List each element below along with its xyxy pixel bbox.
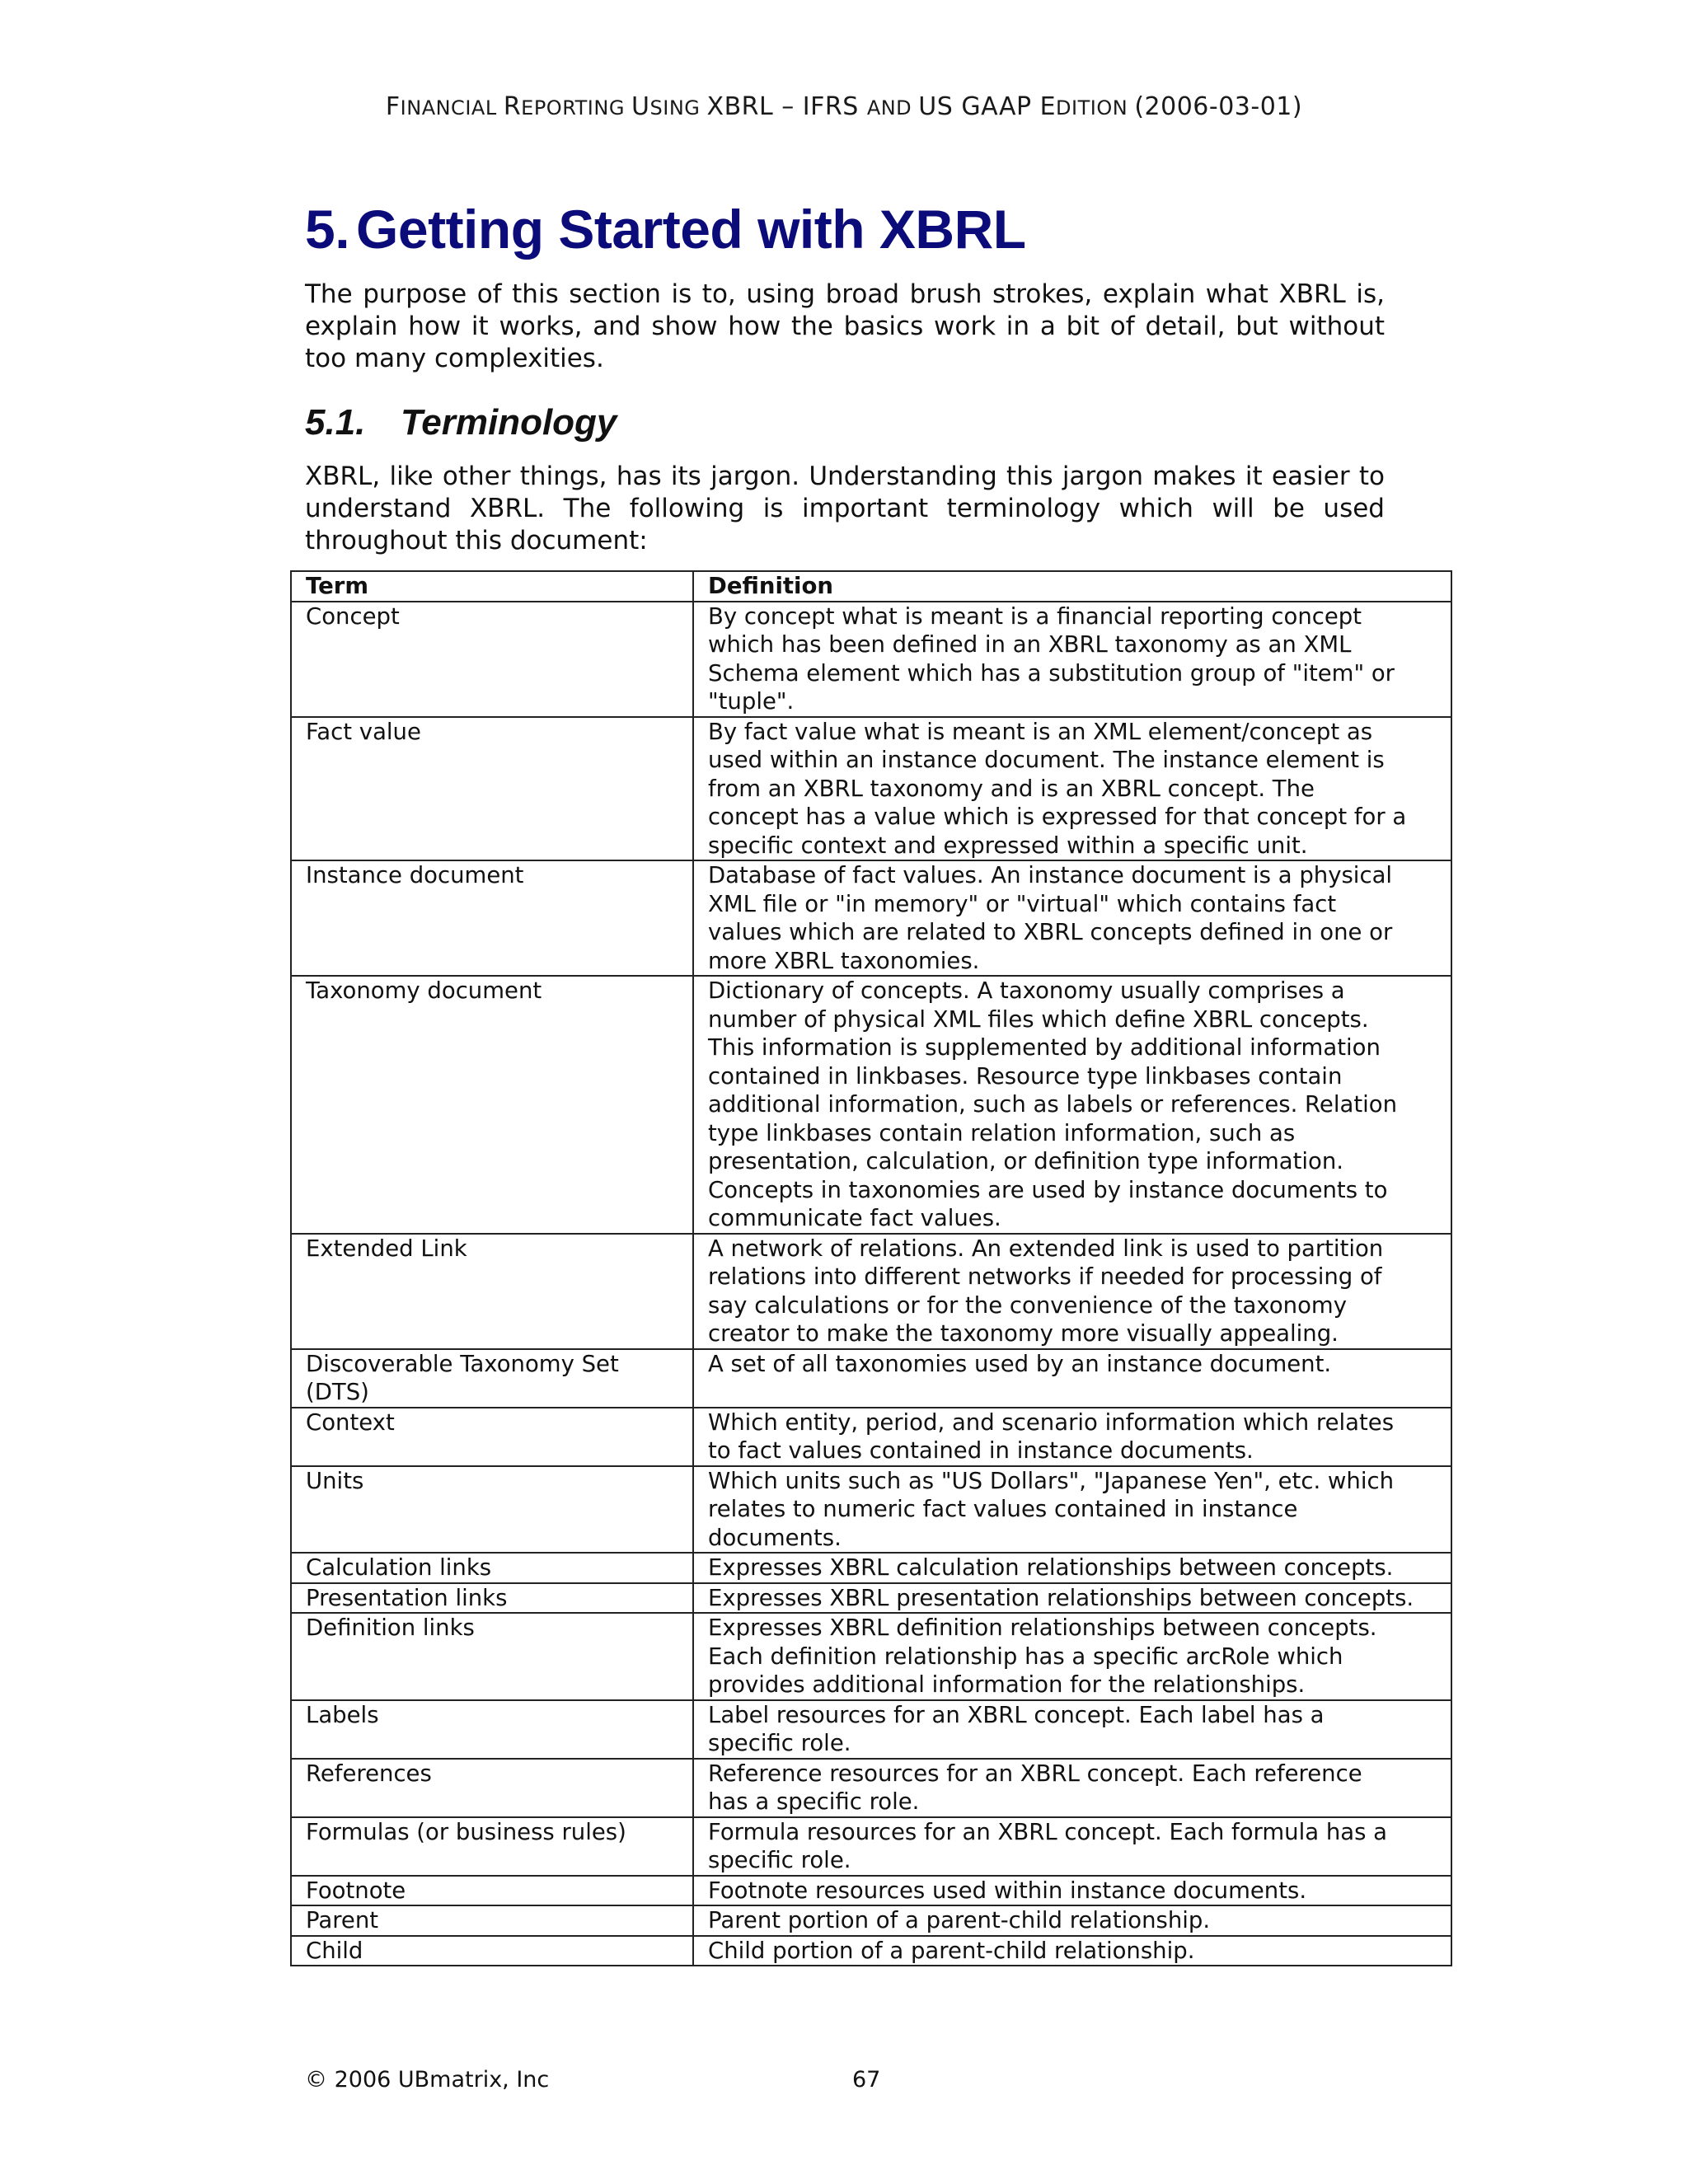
definition-line: specific role. [708,1847,851,1873]
definition-line: type linkbases contain relation information, such as [708,1119,1296,1146]
section-title-text: Terminology [401,402,617,443]
definition-line: By fact value what is meant is an XML element/concept as [708,718,1373,745]
definition-line: say calculations or for the convenience of the taxonomy [708,1291,1347,1319]
definition-cell [693,1613,1451,1700]
table-row [291,602,1451,717]
definition-line: Label resources for an XBRL concept. Each label has a [708,1701,1325,1728]
term-cell: Discoverable Taxonomy Set (DTS) [291,1349,693,1408]
chapter-intro-line: The purpose of this section is to, using broad brush strokes, explain what XBRL is, [305,279,1385,309]
definition-cell [693,1817,1451,1876]
definition-line: A network of relations. An extended link is used to partition [708,1235,1384,1262]
term-cell: Extended Link [291,1234,693,1349]
definition-line: Database of fact values. An instance document is a physical [708,862,1393,888]
table-row [291,1936,1451,1966]
definition-line: relations into different networks if needed for processing of [708,1263,1382,1290]
table-header-row [291,571,1451,602]
table-row [291,1553,1451,1583]
definition-line: relates to numeric fact values contained in instance [708,1496,1298,1522]
table-row [291,1905,1451,1936]
term-cell: Presentation links [291,1583,693,1614]
table-row [291,1408,1451,1466]
definition-line: documents. [708,1524,842,1551]
term-cell: Footnote [291,1876,693,1906]
definition-line: to fact values contained in instance documents. [708,1437,1254,1464]
definition-line: number of physical XML files which define XBRL concepts. [708,1005,1369,1033]
section-number: 5.1. [305,402,366,443]
table-row [291,976,1451,1234]
term-cell: Fact value [291,717,693,861]
definition-line: presentation, calculation, or definition type information. [708,1148,1344,1174]
definition-cell [693,1408,1451,1466]
term-cell: References [291,1759,693,1817]
terminology-intro-line: throughout this document: [305,526,648,555]
section-title [305,402,617,443]
definition-cell [693,1583,1451,1614]
header-text-part: U [631,92,650,121]
definition-cell [693,1759,1451,1817]
chapter-title [305,198,1026,260]
term-cell: Calculation links [291,1553,693,1583]
term-cell: Concept [291,602,693,717]
table-row [291,860,1451,976]
chapter-number: 5. [305,199,350,260]
running-header [0,92,1688,121]
chapter-intro-line: without too many complexities. [305,312,1386,373]
definition-line: This information is supplemented by additional information [708,1034,1381,1061]
definition-line: Which units such as "US Dollars", "Japanese Yen", etc. which [708,1467,1395,1494]
definition-cell [693,602,1451,717]
definition-cell [693,1234,1451,1349]
header-text-part: XBRL – IFRS [706,92,867,121]
term-column-header: Term [291,571,693,602]
definition-line: provides additional information for the relationships. [708,1671,1306,1698]
definition-line: specific role. [708,1730,851,1756]
chapter-intro-line: explain how it works, and show how the basics work in a bit of detail, but [305,312,1278,341]
definition-column-header: Definition [693,571,1451,602]
table-row [291,1817,1451,1876]
header-text-part: EPORTING [521,96,632,120]
definition-line: Child portion of a parent-child relationship. [708,1937,1195,1964]
definition-cell [693,976,1451,1234]
definition-line: "tuple". [708,688,795,715]
table-row [291,1876,1451,1906]
header-text-part: DITION [1056,96,1135,120]
header-text-part: F [385,92,401,121]
term-cell: Child [291,1936,693,1966]
footer-copyright: © 2006 UBmatrix, Inc [305,2067,550,2093]
definition-line: used within an instance document. The instance element is [708,747,1385,773]
definition-line: Which entity, period, and scenario information which relates [708,1408,1395,1436]
definition-line: Reference resources for an XBRL concept. Each reference [708,1760,1362,1787]
table-row [291,1613,1451,1700]
header-text-part: R [503,92,522,121]
definition-line: additional information, such as labels or references. Relation [708,1091,1398,1118]
header-text-part: SING [649,96,707,120]
definition-line: more XBRL taxonomies. [708,947,980,974]
table-row [291,1466,1451,1554]
chapter-intro-paragraph [305,279,1385,375]
table-row [291,1234,1451,1349]
definition-line: specific context and expressed within a specific unit. [708,832,1308,859]
table-row [291,717,1451,861]
terminology-table-body [291,602,1451,1966]
term-cell: Parent [291,1905,693,1936]
table-row [291,1583,1451,1614]
terminology-intro-line: to understand XBRL. The following is important terminology which will be used [305,462,1385,523]
definition-cell [693,1466,1451,1554]
table-row [291,1759,1451,1817]
terminology-table [290,570,1452,1966]
chapter-title-text: Getting Started with XBRL [356,199,1026,260]
definition-line: from an XBRL taxonomy and is an XBRL concept. The [708,775,1315,802]
terminology-intro-line: XBRL, like other things, has its jargon. Understanding this jargon makes it easier [305,462,1350,491]
definition-line: values which are related to XBRL concepts defined in one or [708,919,1393,945]
definition-line: communicate fact values. [708,1205,1001,1231]
definition-line: contained in linkbases. Resource type linkbases contain [708,1062,1343,1090]
definition-line: Parent portion of a parent-child relationship. [708,1907,1211,1933]
definition-line: A set of all taxonomies used by an instance document. [708,1350,1332,1377]
definition-line: Concepts in taxonomies are used by instance documents to [708,1176,1388,1203]
definition-line: Schema element which has a substitution group of "item" or [708,659,1395,687]
table-row [291,1700,1451,1759]
header-text-part: US GAAP E [918,92,1057,121]
term-cell: Context [291,1408,693,1466]
term-cell: Instance document [291,860,693,976]
term-cell: Definition links [291,1613,693,1700]
definition-line: has a specific role. [708,1788,920,1815]
term-cell: Units [291,1466,693,1554]
definition-cell [693,1700,1451,1759]
definition-cell [693,1553,1451,1583]
definition-cell [693,1876,1451,1906]
definition-line: which has been defined in an XBRL taxonomy as an XML [708,631,1352,658]
definition-cell [693,1905,1451,1936]
definition-cell [693,1936,1451,1966]
page-number: 67 [852,2067,881,2093]
definition-line: Expresses XBRL presentation relationships between concepts. [708,1584,1414,1611]
term-cell: Taxonomy document [291,976,693,1234]
definition-line: concept has a value which is expressed for that concept for a [708,804,1407,830]
header-text-part: INANCIAL [400,96,504,120]
definition-cell [693,717,1451,861]
definition-line: XML file or "in memory" or "virtual" which contains fact [708,890,1337,917]
definition-line: Footnote resources used within instance documents. [708,1877,1307,1904]
term-cell: Labels [291,1700,693,1759]
definition-line: Expresses XBRL definition relationships between concepts. [708,1615,1377,1641]
header-text-part: (2006-03-01) [1134,92,1303,121]
definition-line: Each definition relationship has a specific arcRole which [708,1643,1343,1670]
terminology-intro-paragraph [305,461,1385,557]
header-text-part: AND [866,96,919,120]
definition-line: Dictionary of concepts. A taxonomy usually comprises a [708,977,1345,1004]
definition-cell [693,1349,1451,1408]
definition-cell [693,860,1451,976]
definition-line: By concept what is meant is a financial reporting concept [708,602,1362,630]
term-cell: Formulas (or business rules) [291,1817,693,1876]
definition-line: creator to make the taxonomy more visually appealing. [708,1320,1339,1347]
definition-line: Formula resources for an XBRL concept. Each formula has a [708,1818,1388,1845]
table-row [291,1349,1451,1408]
definition-line: Expresses XBRL calculation relationships between concepts. [708,1554,1394,1581]
